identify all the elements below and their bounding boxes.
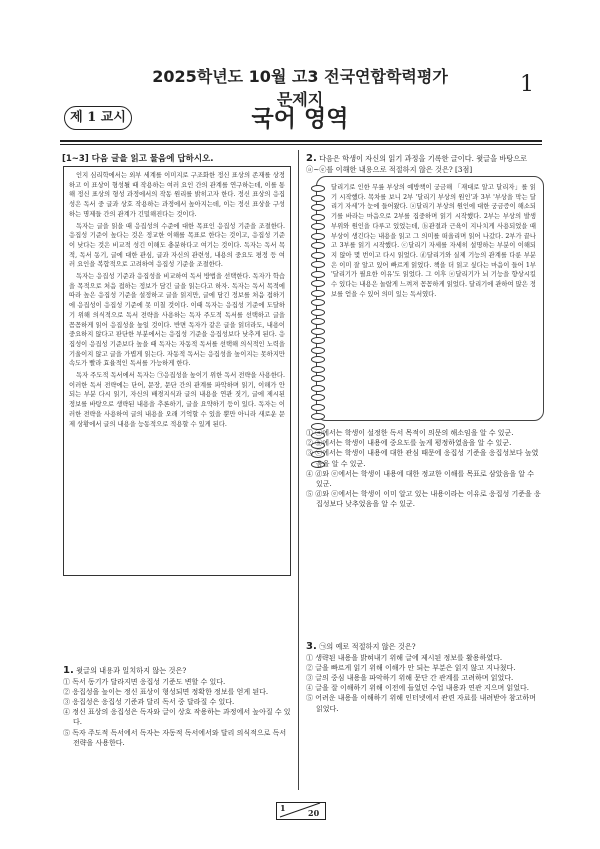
passage-paragraph-2: 독자는 글을 읽을 때 응집성의 수준에 대한 목표인 응집성 기준을 조절한다. 응집성 기준이 높다는 것은 정교한 이해를 목표로 한다는 것이고, 응집성 기준이 낮다는 것은 비교적 성긴 이해도 충분하다고 여기는 것이다. 독자는 독서 목적, 독서 동기, 글에 대한 관심, 글과 자신의 관련성, 내용의 중요도 평정 등 여러 요인을 복합적으로 고려하여 응집성 기준을 조절한다.	[69, 222, 285, 269]
option-2[interactable]: ② 글을 빠르게 읽기 위해 이해가 안 되는 부분은 읽지 않고 지나쳤다.	[306, 663, 516, 672]
option-3[interactable]: ③ 응집성은 응집성 기준과 달리 독서 중 달라질 수 있다.	[63, 697, 235, 706]
question-number: 2.	[306, 153, 317, 164]
option-2[interactable]: ② ⓑ에서는 학생이 내용에 중요도를 높게 평정하였음을 알 수 있군.	[306, 439, 512, 448]
session-badge: 제 1 교시	[64, 106, 132, 130]
page-number: 1	[520, 72, 534, 97]
passage-paragraph-1: 인지 심리학에서는 외부 세계를 이미지로 구조화한 정신 표상의 존재를 상정하고 이 표상이 형성될 때 작용하는 여러 요인 간의 관계를 연구하는데, 이를 통해 정신 표상의 형성 과정에서의 작동 원리를 밝히고자 한다. 정신 표상의 응집성은 독서 중 글과 상호 작용하는 과정에서 높아지는데, 이는 정신 표상을 구성하는 명제들 간의 관계가 긴밀해진다는 것이다.	[69, 172, 285, 218]
option-2[interactable]: ② 응집성을 높이는 정신 표상이 형성되면 정확한 정보를 얻게 된다.	[63, 687, 269, 696]
option-4[interactable]: ④ 글을 잘 이해하기 위해 이전에 들었던 수업 내용과 연관 지으며 읽었다.	[306, 684, 530, 693]
question-number: 1.	[63, 665, 74, 676]
question-stem: 윗글의 내용과 일치하지 않는 것은?	[76, 666, 187, 675]
option-1[interactable]: ① ⓐ에서는 학생이 설정한 독서 목적이 의문의 해소임을 알 수 있군.	[306, 429, 514, 437]
exam-title: 2025학년도 10월 고3 전국연합학력평가 문제지	[152, 67, 448, 109]
option-4[interactable]: ④ 정신 표상의 응집성은 독자와 글이 상호 작용하는 과정에서 높아질 수 있다.	[63, 708, 291, 727]
option-5[interactable]: ⑤ 어려운 내용을 이해하기 위해 인터넷에서 관련 자료를 내려받아 참고하며 읽었다.	[306, 694, 536, 713]
question-2	[306, 154, 542, 175]
header-rule-thin	[60, 144, 542, 145]
option-1[interactable]: ① 독서 동기가 달라지면 응집성 기준도 변할 수 있다.	[63, 677, 226, 686]
page-current: 1	[280, 803, 286, 813]
question-number: 3.	[306, 641, 317, 652]
question-1	[63, 666, 291, 748]
notebook-text: 달리기로 인한 무릎 부상의 예방책이 궁금해 「재대로 알고 달리자」를 읽기 시작했다. 목차를 보니 2부 '달리기 부상의 원인'과 3부 '부상을 막는 달리기 자세'가 눈에 들어왔다. ⓐ달리기 부상의 원인에 대한 궁금증이 해소되기를 바라는 마음으로 2부를 집중하며 읽기 시작했다. 2부는 부상의 발생 부위와 원인을 다루고 있었는데, ⓑ관절과 근육이 지나치게 사용되었을 때 부상이 생긴다는 내용을 읽고 그 의미를 떠올리며 읽어 나갔다. 2부가 끝나고 3부를 읽기 시작했다. ⓒ달리기 자세를 자세히 설명하는 부분이 이해되지 않아 몇 번이고 다시 읽었다. ⓓ달리기와 실제 기능의 관계를 다룬 부분은 이미 잘 알고 있어 빠르게 읽었다. 책을 더 읽고 싶다는 마음이 들어 1부 '달리기가 필요한 이유'도 읽었다. 그 이후 ⓔ달리기가 뇌 기능을 향상시킬 수 있다는 내용은 놀랍게 느껴져 꼼꼼하게 읽었다. 달리기에 관하여 많은 정보를 얻을 수 있어 의미 있는 독서였다.	[331, 184, 536, 298]
question-2-options	[306, 428, 542, 510]
reading-log-notebook	[316, 176, 544, 421]
option-5[interactable]: ⑤ ⓓ와 ⓔ에서는 학생이 이미 알고 있는 내용이라는 이유로 응집성 기준을 응집성보다 낮추었음을 알 수 있군.	[306, 490, 541, 509]
instruction: [1~3] 다음 글을 읽고 물음에 답하시오.	[62, 154, 214, 164]
column-divider	[298, 150, 299, 790]
option-4[interactable]: ④ ⓓ와 ⓔ에서는 학생이 내용에 대한 정교한 이해를 목표로 삼았음을 알 수 있군.	[306, 469, 535, 489]
page-total: 20	[308, 808, 320, 818]
question-3	[306, 642, 542, 714]
passage-paragraph-4: 독자 주도적 독서에서 독자는 ㉠응집성을 높이기 위한 독서 전략을 사용한다. 이러한 독서 전략에는 단어, 문장, 문단 간의 관계를 파악하며 읽기, 이해가 안 되는 부분 다시 읽기, 자신의 배경지식과 글의 내용을 연관 짓기, 글에 제시된 정보를 바탕으로 생략된 내용을 추론하기, 글을 요약하기 등이 있다. 독자는 이러한 전략을 사용하여 글의 내용을 오래 기억할 수 있을 뿐만 아니라 새로운 문제 상황에서 글의 내용을 능동적으로 적용할 수 있게 된다.	[69, 372, 285, 428]
option-5[interactable]: ⑤ 독자 주도적 독서에서 독자는 자동적 독서에서와 달리 의식적으로 독서 전략을 사용한다.	[63, 728, 287, 747]
option-3[interactable]: ③ 글의 중심 내용을 파악하기 위해 문단 간 관계를 고려하며 읽었다.	[306, 673, 514, 682]
question-stem: ㉠의 예로 적절하지 않은 것은?	[319, 642, 416, 651]
option-1[interactable]: ① 생략된 내용을 밝혀내기 위해 글에 제시된 정보를 활용하였다.	[306, 653, 503, 662]
reading-passage	[63, 166, 291, 576]
header-rule	[60, 140, 542, 142]
option-3[interactable]: ③ ⓒ에서는 학생이 내용에 대한 관심 때문에 응집성 기준을 응집성보다 높였음을 알 수 있군.	[306, 449, 539, 468]
subject-title: 국어 영역	[251, 106, 349, 132]
question-stem: 다음은 학생이 자신의 읽기 과정을 기록한 글이다. 윗글을 바탕으로 ⓐ~ⓔ를 이해한 내용으로 적절하지 않은 것은? [3점]	[306, 154, 528, 174]
passage-paragraph-3: 독자는 응집성 기준과 응집성을 비교하여 독서 방법을 선택한다. 독자가 학습을 목적으로 처음 접하는 정보가 담긴 글을 읽는다고 하자. 독자는 독서 목적에 따라 높은 응집성 기준을 설정하고 글을 읽지만, 글에 담긴 정보를 처음 접하기에 응집성이 응집성 기준에 못 미칠 것이다. 이때 독자는 응집성 기준에 도달하기 위해 의식적으로 독서 전략을 사용하는 독자 주도적 독서를 선택하고 글을 꼼꼼하게 읽어 응집성을 높일 것이다. 반면 독자가 같은 글을 읽더라도, 내용이 중요하지 않다고 판단한 부분에서는 응집성 기준을 응집성보다 낮추게 된다. 응집성이 응집성 기준보다 높을 때 독자는 자동적 독서를 선택해 의식적인 노력을 기울이지 않고 글을 가볍게 읽는다. 자동적 독서는 응집성을 높이지는 못하지만 속도가 빨라 효율적인 독서를 가능하게 한다.	[69, 273, 285, 368]
